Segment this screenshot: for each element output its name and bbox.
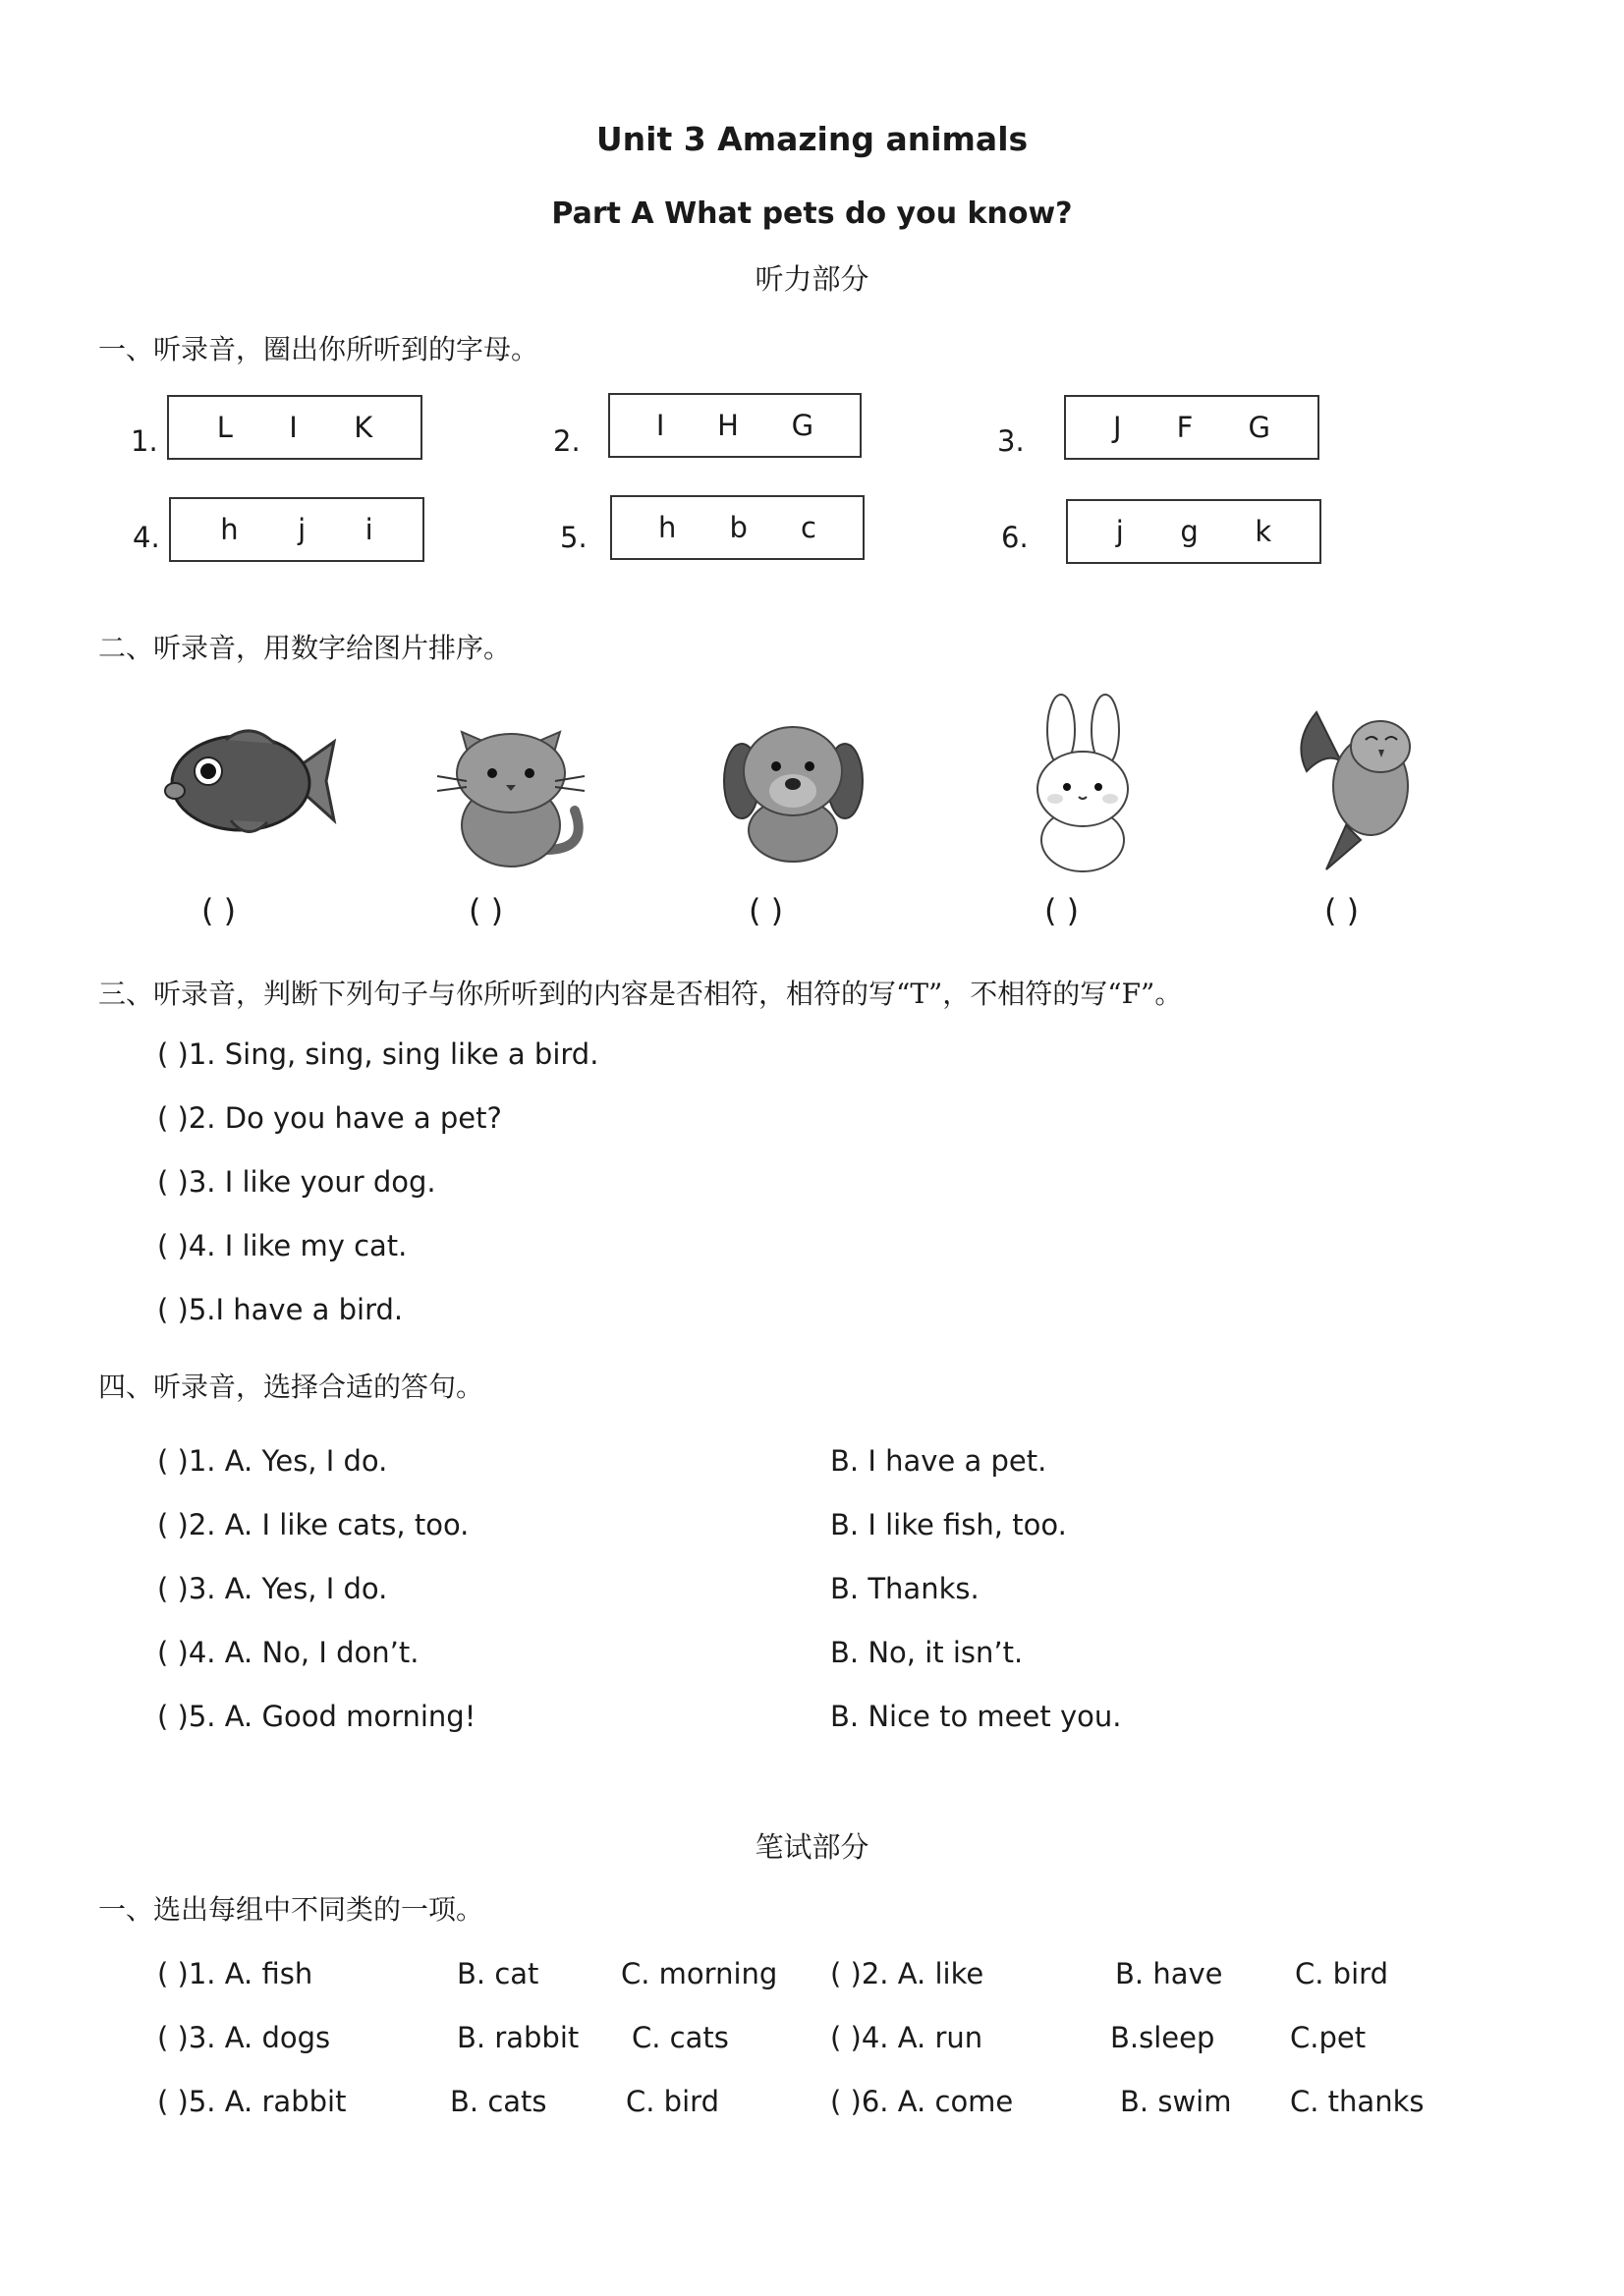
letter-item-num: 6. [1001,521,1029,554]
writing-label: 笔试部分 [755,1830,869,1864]
letter-box [1066,499,1321,564]
rabbit-icon [1012,693,1154,874]
letter[interactable]: h [220,513,239,546]
section2-instruction: 二、听录音，用数字给图片排序。 [98,632,512,664]
letter[interactable]: c [801,511,816,544]
letter[interactable]: h [658,511,677,544]
letter-item-num: 4. [133,521,160,554]
letter-box [169,497,424,562]
choice-item-a[interactable]: ( )2. A. I like cats, too. [157,1508,470,1541]
page-title: Unit 3 Amazing animals [595,120,1029,158]
letter-box [167,395,422,460]
letter-box [608,393,862,458]
answer-blank[interactable]: ( ) [201,892,237,929]
answer-blank[interactable]: ( ) [1324,892,1360,929]
letter[interactable]: K [354,411,373,444]
odd-one-option: C. bird [1295,1957,1388,1990]
choice-item-a[interactable]: ( )1. A. Yes, I do. [157,1444,388,1478]
dog-icon [717,717,869,865]
letter[interactable]: i [364,513,373,546]
odd-one-item[interactable]: ( )6. A. come [830,2085,1014,2118]
odd-one-option: C. cats [632,2021,729,2054]
choice-item-b: B. No, it isn’t. [830,1636,1024,1669]
section3-instruction: 三、听录音，判断下列句子与你所听到的内容是否相符，相符的写“T”，不相符的写“F”。 [98,978,1183,1010]
odd-one-option: C. thanks [1290,2085,1425,2118]
letter[interactable]: L [216,411,233,444]
section1-instruction: 一、听录音，圈出你所听到的字母。 [98,333,539,365]
answer-blank[interactable]: ( ) [749,892,784,929]
letter-item-num: 5. [560,521,588,554]
page-subtitle: Part A What pets do you know? [551,196,1073,231]
odd-one-option: B. rabbit [457,2021,580,2054]
bird-icon [1287,693,1425,874]
odd-one-option: B. have [1115,1957,1223,1990]
letter[interactable]: j [1115,515,1124,548]
choice-item-a[interactable]: ( )3. A. Yes, I do. [157,1572,388,1605]
section4-instruction: 四、听录音，选择合适的答句。 [98,1371,484,1403]
letter-item-num: 2. [553,424,581,458]
letter[interactable]: G [1248,411,1270,444]
choice-item-a[interactable]: ( )5. A. Good morning! [157,1700,476,1733]
odd-one-option: C. morning [621,1957,778,1990]
odd-one-item[interactable]: ( )2. A. like [830,1957,984,1990]
tf-item[interactable]: ( )5.I have a bird. [157,1293,404,1326]
letter[interactable]: I [289,411,298,444]
odd-one-option: C. bird [626,2085,719,2118]
tf-item[interactable]: ( )1. Sing, sing, sing like a bird. [157,1037,599,1071]
tf-item[interactable]: ( )2. Do you have a pet? [157,1101,502,1135]
choice-item-b: B. Thanks. [830,1572,980,1605]
letter[interactable]: J [1113,411,1122,444]
letter-item-num: 3. [997,424,1025,458]
tf-item[interactable]: ( )3. I like your dog. [157,1165,436,1199]
odd-one-item[interactable]: ( )1. A. fish [157,1957,313,1990]
letter[interactable]: F [1176,411,1194,444]
choice-item-b: B. I like fish, too. [830,1508,1067,1541]
choice-item-b: B. Nice to meet you. [830,1700,1122,1733]
odd-one-item[interactable]: ( )5. A. rabbit [157,2085,347,2118]
letter-box [1064,395,1319,460]
odd-one-item[interactable]: ( )3. A. dogs [157,2021,331,2054]
letter-box [610,495,865,560]
choice-item-b: B. I have a pet. [830,1444,1047,1478]
odd-one-option: B. swim [1120,2085,1232,2118]
letter[interactable]: H [717,409,739,442]
letter[interactable]: j [298,513,307,546]
odd-one-option: B. cats [450,2085,547,2118]
letter-item-num: 1. [131,424,158,458]
fish-icon [157,722,339,840]
tf-item[interactable]: ( )4. I like my cat. [157,1229,408,1262]
answer-blank[interactable]: ( ) [1044,892,1080,929]
listening-label: 听力部分 [755,262,869,296]
choice-item-a[interactable]: ( )4. A. No, I don’t. [157,1636,420,1669]
odd-one-option: B.sleep [1110,2021,1215,2054]
letter[interactable]: I [655,409,665,442]
letter[interactable]: k [1255,515,1272,548]
answer-blank[interactable]: ( ) [469,892,504,929]
letter[interactable]: b [729,511,748,544]
letter[interactable]: g [1180,515,1199,548]
cat-icon [427,702,594,869]
odd-one-option: C.pet [1290,2021,1367,2054]
odd-one-item[interactable]: ( )4. A. run [830,2021,983,2054]
odd-one-option: B. cat [457,1957,539,1990]
section5-instruction: 一、选出每组中不同类的一项。 [98,1893,484,1926]
letter[interactable]: G [791,409,814,442]
